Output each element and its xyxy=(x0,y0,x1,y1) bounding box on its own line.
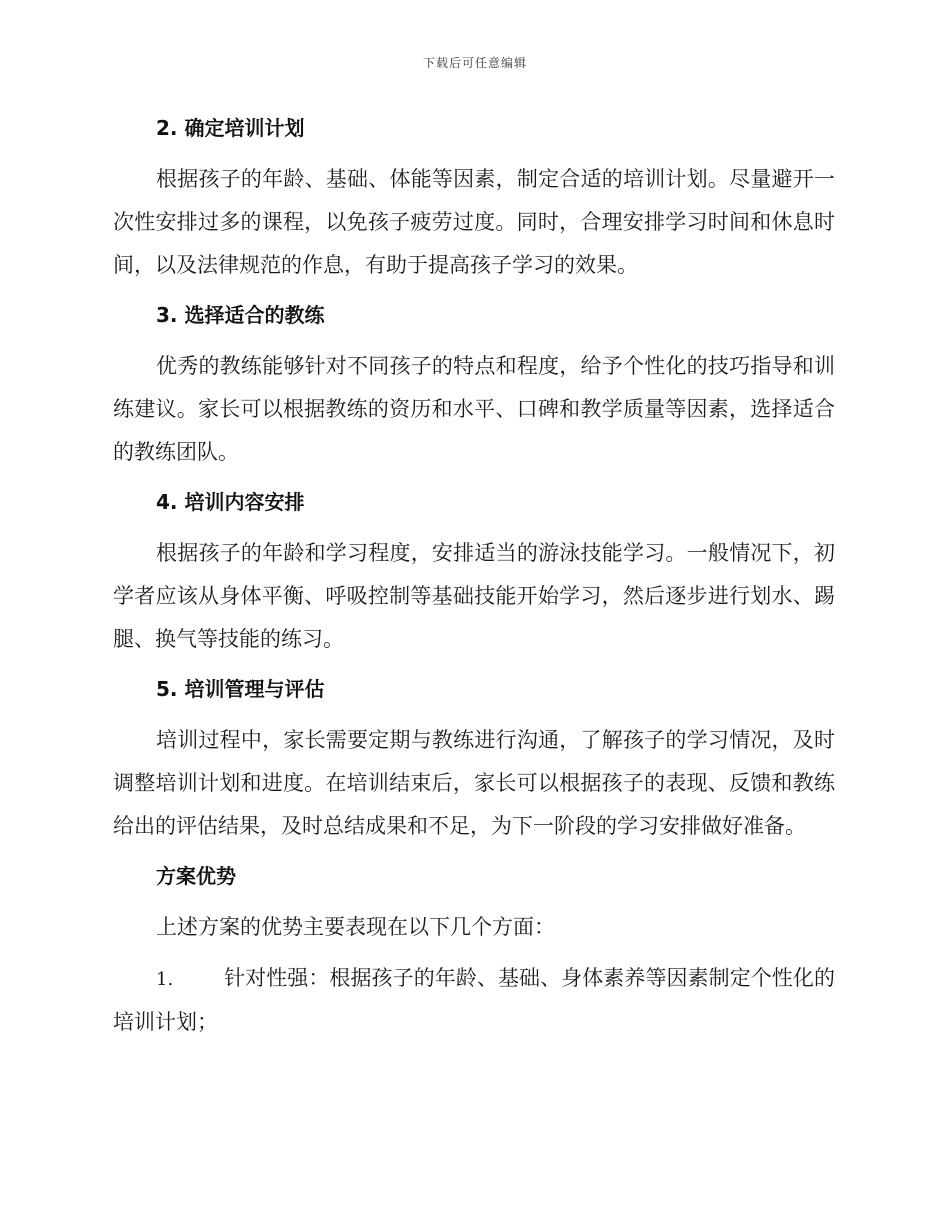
page-header: 下载后可任意编辑 xyxy=(422,56,527,70)
section-heading-plan-advantages: 方案优势 xyxy=(156,864,236,888)
section-paragraph-training-plan: 根据孩子的年龄、基础、体能等因素，制定合适的培训计划。尽量避开一次性安排过多的课程，以免孩子疲劳过度。同时，合理安排学习时间和休息时间，以及法律规范的作息，有助于提高孩子学习的效果。 xyxy=(113,167,835,277)
section-heading-choose-coach: 3. 选择适合的教练 xyxy=(156,303,325,327)
section-heading-management-evaluation: 5. 培训管理与评估 xyxy=(156,677,325,701)
section-heading-training-plan: 2. 确定培训计划 xyxy=(156,116,305,140)
section-paragraph-plan-advantages: 上述方案的优势主要表现在以下几个方面： xyxy=(156,915,555,939)
section-paragraph-management-evaluation: 培训过程中，家长需要定期与教练进行沟通，了解孩子的学习情况，及时调整培训计划和进度。在培训结束后，家长可以根据孩子的表现、反馈和教练给出的评估结果，及时总结成果和不足，为下一阶段的学习安排做好准备。 xyxy=(113,728,835,838)
document-body xyxy=(113,108,835,1044)
list-item-text: 针对性强：根据孩子的年龄、基础、身体素养等因素制定个性化的培训计划； xyxy=(113,966,835,1034)
list-item xyxy=(113,957,835,1044)
section-paragraph-choose-coach: 优秀的教练能够针对不同孩子的特点和程度，给予个性化的技巧指导和训练建议。家长可以根据教练的资历和水平、口碑和教学质量等因素，选择适合的教练团队。 xyxy=(113,354,835,464)
list-item-number: 1. xyxy=(156,969,174,990)
section-heading-content-arrangement: 4. 培训内容安排 xyxy=(156,490,305,514)
section-paragraph-content-arrangement: 根据孩子的年龄和学习程度，安排适当的游泳技能学习。一般情况下，初学者应该从身体平衡、呼吸控制等基础技能开始学习，然后逐步进行划水、踢腿、换气等技能的练习。 xyxy=(113,541,835,651)
